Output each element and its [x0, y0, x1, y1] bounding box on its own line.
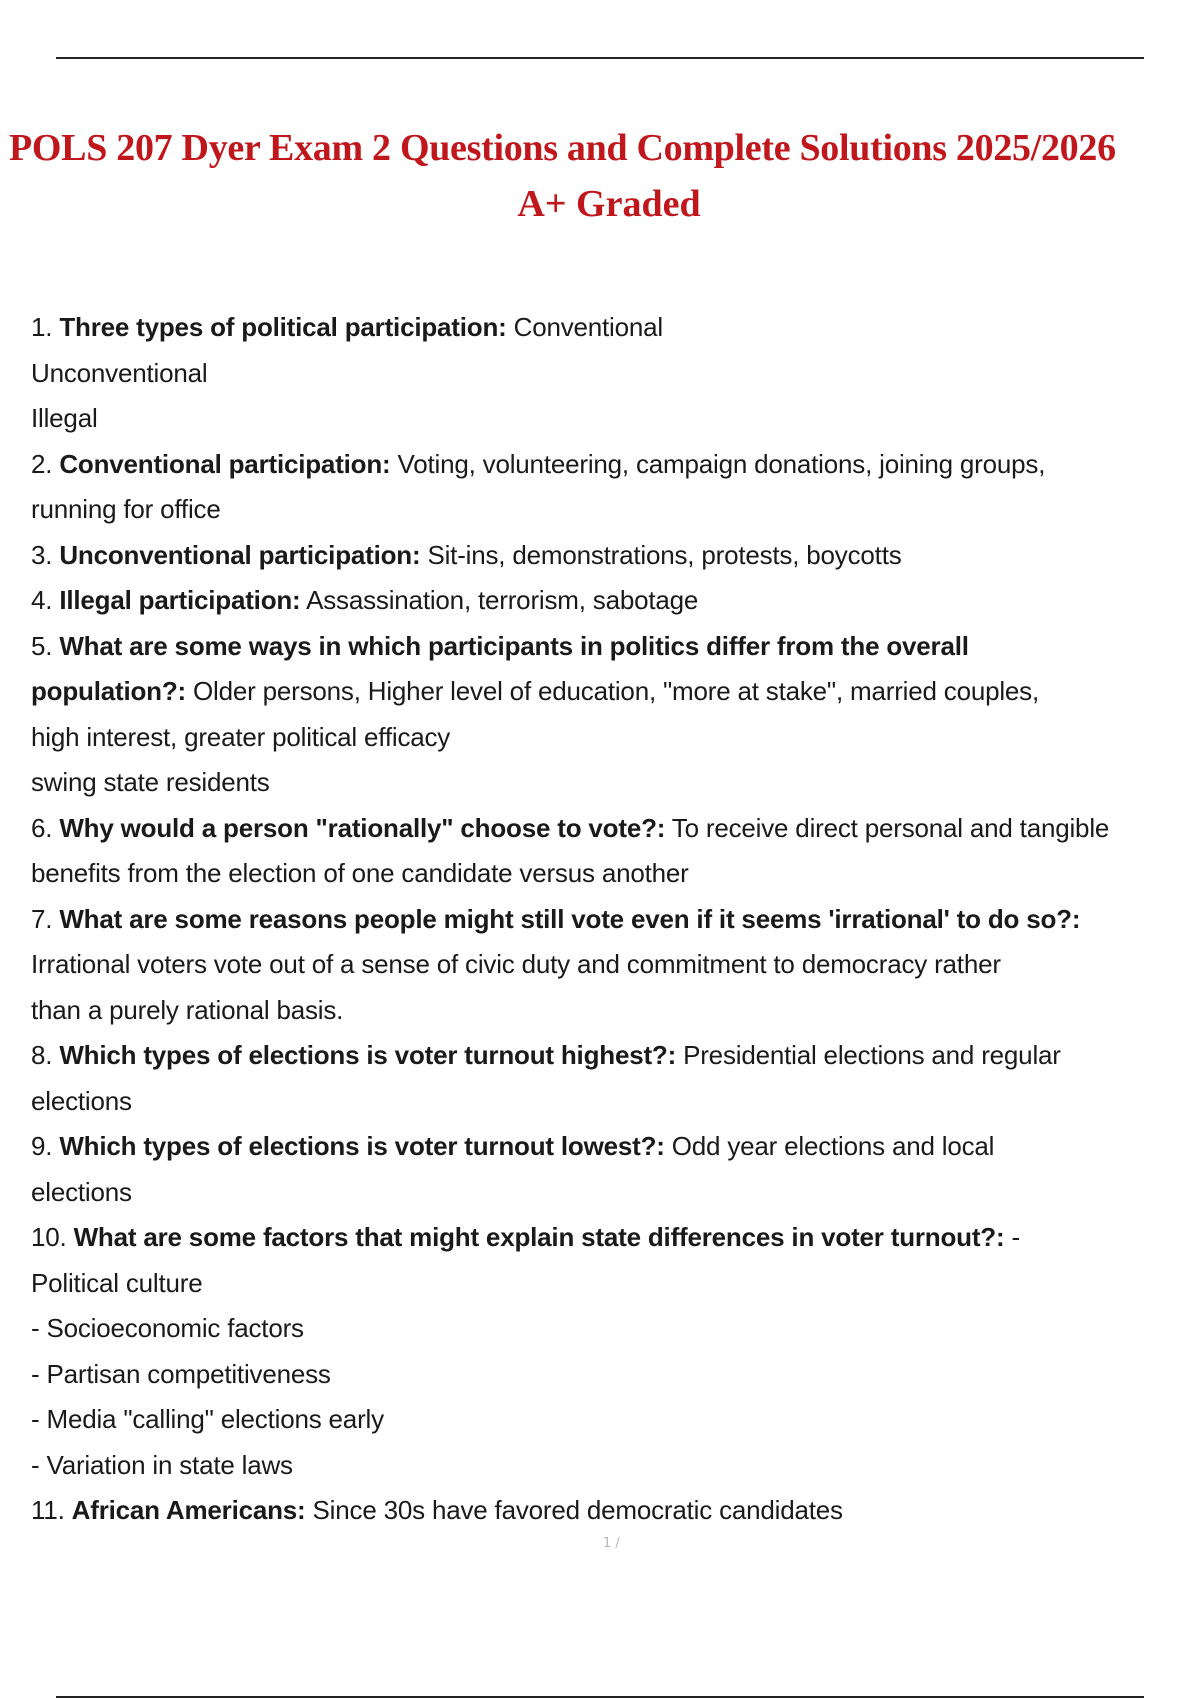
answer-line: elections [31, 1176, 132, 1207]
answer-line: Illegal [31, 403, 98, 433]
answer-text: Voting, volunteering, campaign donations, joining groups, [390, 448, 1046, 479]
answer-line: high interest, greater political efficacy [31, 721, 451, 752]
list-item [31, 624, 1196, 670]
item-number: 2. [31, 448, 53, 479]
answer-text: Assassination, terrorism, sabotage [300, 585, 699, 615]
answer-text: Older persons, Higher level of education, "more at stake", married couples, [186, 676, 1040, 706]
title-line-1: POLS 207 Dyer Exam 2 Questions and Complete Solutions 2025/2026 [9, 127, 1116, 169]
answer-line: running for office [31, 494, 221, 524]
question-list [31, 305, 1196, 1534]
list-item [31, 1033, 1196, 1079]
item-number: 9. [31, 1131, 53, 1161]
question-text: Three types of political participation: [59, 312, 507, 342]
list-item [31, 305, 1196, 351]
answer-text: - [1004, 1222, 1020, 1252]
top-divider [56, 57, 1144, 59]
item-number: 4. [31, 585, 53, 615]
answer-text: Odd year elections and local [664, 1131, 995, 1161]
bottom-divider [56, 1696, 1144, 1698]
item-number: 11. [31, 1495, 65, 1525]
list-item [31, 1124, 1196, 1170]
list-item [31, 1488, 1196, 1534]
question-continuation [31, 669, 1196, 715]
question-text: What are some ways in which participants in politics differ from the overall [59, 630, 969, 661]
answer-line: Unconventional [31, 357, 208, 388]
answer-line: Irrational voters vote out of a sense of civic duty and commitment to democracy rather [31, 949, 1001, 979]
answer-line: - Socioeconomic factors [31, 1313, 304, 1343]
question-text: Which types of elections is voter turnout highest?: [59, 1040, 677, 1070]
item-number: 1. [31, 312, 53, 342]
answer-line: - Media "calling" elections early [31, 1404, 384, 1434]
list-item [31, 578, 1196, 624]
question-text: African Americans: [71, 1495, 306, 1525]
answer-line: - Partisan competitiveness [31, 1358, 331, 1389]
list-item [31, 442, 1196, 488]
list-item [31, 1215, 1196, 1261]
answer-text: Conventional [506, 312, 663, 342]
item-number: 3. [31, 539, 53, 570]
question-text: population?: [31, 676, 186, 706]
answer-text: To receive direct personal and tangible [665, 812, 1110, 843]
answer-line: benefits from the election of one candidate versus another [31, 858, 689, 888]
answer-line: swing state residents [31, 767, 270, 797]
item-number: 7. [31, 903, 53, 934]
answer-line: elections [31, 1085, 132, 1116]
answer-line: than a purely rational basis. [31, 994, 344, 1025]
item-number: 6. [31, 812, 53, 843]
question-text: What are some reasons people might still vote even if it seems 'irrational' to do so?: [59, 903, 1081, 934]
answer-line: - Variation in state laws [31, 1449, 293, 1480]
question-text: Which types of elections is voter turnout lowest?: [59, 1131, 665, 1161]
answer-text: Sit-ins, demonstrations, protests, boycotts [420, 539, 902, 570]
item-number: 10. [31, 1222, 67, 1252]
question-text: Illegal participation: [59, 585, 301, 615]
question-text: Unconventional participation: [59, 539, 421, 570]
question-text: Conventional participation: [59, 448, 391, 479]
list-item [31, 897, 1196, 943]
list-item [31, 533, 1196, 579]
page-number: 1 / [603, 1536, 620, 1551]
answer-line: Political culture [31, 1267, 203, 1298]
item-number: 8. [31, 1040, 53, 1070]
answer-text: Presidential elections and regular [676, 1040, 1061, 1070]
question-text: Why would a person "rationally" choose to vote?: [59, 812, 666, 843]
question-text: What are some factors that might explain state differences in voter turnout?: [73, 1222, 1005, 1252]
item-number: 5. [31, 630, 53, 661]
answer-text: Since 30s have favored democratic candidates [305, 1495, 843, 1525]
list-item [31, 806, 1196, 852]
title-line-2: A+ Graded [517, 183, 701, 225]
document-title [0, 120, 1200, 232]
